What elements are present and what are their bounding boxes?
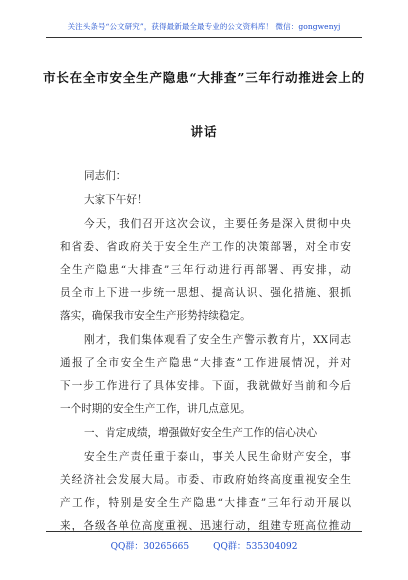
paragraph-line: 安全生产责任重于泰山，事关人民生命财产安全，事 bbox=[84, 451, 351, 463]
document-title: 市长在全市安全生产隐患“大排查”三年行动推进会上的 bbox=[43, 70, 365, 85]
paragraph-line: 产工作，特别是安全生产隐患“大排查”三年行动开展以 bbox=[60, 497, 351, 509]
paragraph-line: 刚才，我们集体观看了安全生产警示教育片，XX同志 bbox=[84, 334, 351, 346]
paragraph-line: 一个时期的安全生产工作，讲几点意见。 bbox=[60, 403, 251, 415]
paragraph-line: 下一步工作进行了具体安排。下面，我就做好当前和今后 bbox=[60, 380, 351, 392]
section-heading: 一、肯定成绩，增强做好安全生产工作的信心决心 bbox=[84, 427, 318, 439]
salutation: 同志们： bbox=[84, 170, 127, 182]
paragraph-line: 全生产隐患“大排查”三年行动进行再部署、再安排，动 bbox=[60, 264, 351, 276]
footer-contact bbox=[0, 539, 408, 552]
document-body bbox=[60, 0, 351, 580]
paragraph-line: 通报了全市安全生产隐患“大排查”工作进展情况，并对 bbox=[60, 357, 351, 369]
paragraph-line: 落实，确保我市安全生产形势持续稳定。 bbox=[60, 310, 251, 322]
paragraph-line: 来，各级各单位高度重视、迅速行动，组建专班高位推动 bbox=[60, 520, 351, 532]
paragraph-line: 员全市上下进一步统一思想、提高认识、强化措施、狠抓 bbox=[60, 287, 351, 299]
paragraph-line: 和省委、省政府关于安全生产工作的决策部署，对全市安 bbox=[60, 241, 351, 253]
greeting: 大家下午好！ bbox=[84, 194, 148, 206]
document-title-line2: 讲话 bbox=[190, 124, 218, 139]
paragraph-line: 今天，我们召开这次会议，主要任务是深入贯彻中央 bbox=[84, 218, 351, 230]
header-note: 关注头条号“公文研究”，获得最新最全最专业的公文资料库！ 微信：gongwenyj bbox=[67, 22, 341, 31]
paragraph-line: 关经济社会发展大局。市委、市政府始终高度重视安全生 bbox=[60, 474, 351, 486]
footer-divider bbox=[46, 531, 362, 532]
footer-qq-group-1: QQ群：30265665 bbox=[110, 542, 190, 552]
footer-qq-group-2: QQ群：535304092 bbox=[213, 542, 298, 552]
